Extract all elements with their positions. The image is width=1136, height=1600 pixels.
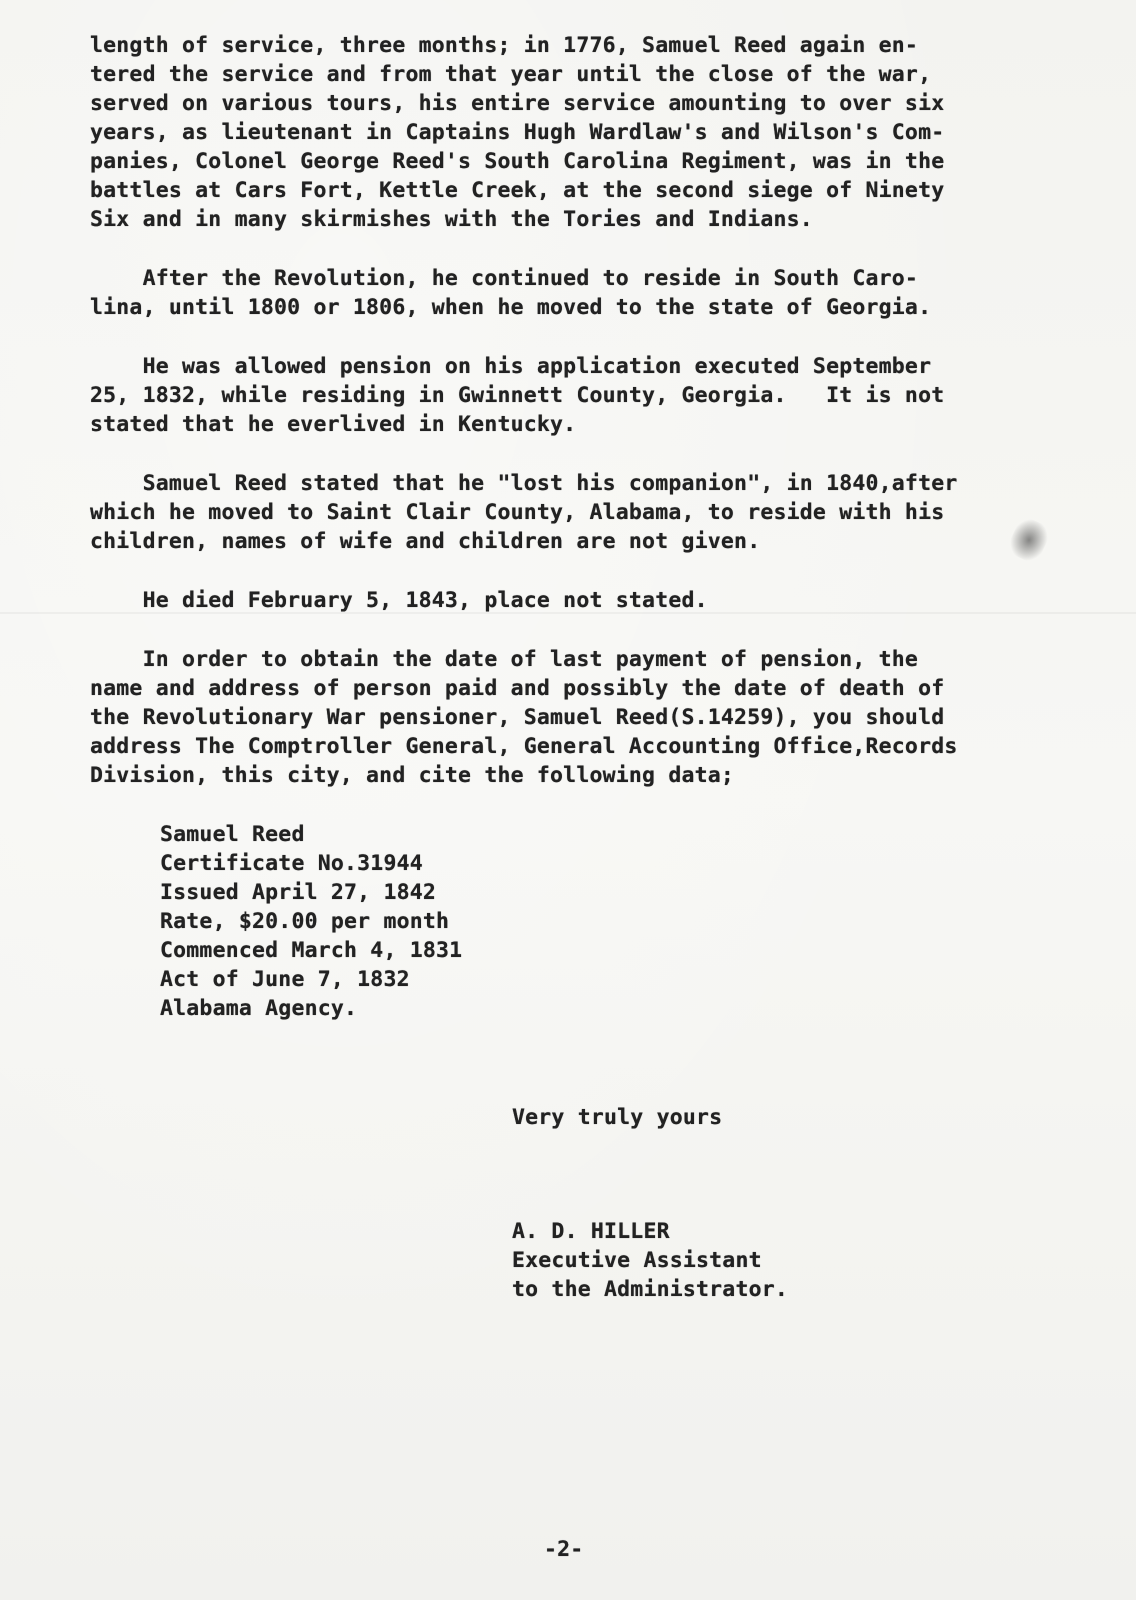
data-line: Certificate No.31944: [160, 851, 423, 876]
text-line: tered the service and from that year until the close of the war,: [90, 62, 932, 87]
text-line: stated that he everlived in Kentucky.: [90, 412, 577, 437]
text-line: the Revolutionary War pensioner, Samuel Reed(S.14259), you should: [90, 705, 945, 730]
ink-smudge: [1005, 515, 1053, 566]
signer-title: to the Administrator.: [512, 1277, 789, 1302]
text-line: address The Comptroller General, General Accounting Office,Records: [90, 734, 958, 759]
data-line: Act of June 7, 1832: [160, 967, 410, 992]
text-line: In order to obtain the date of last payment of pension, the: [90, 647, 919, 672]
text-line: Division, this city, and cite the following data;: [90, 763, 735, 788]
text-line: name and address of person paid and possibly the date of death of: [90, 676, 945, 701]
text-line: length of service, three months; in 1776, Samuel Reed again en-: [90, 33, 919, 58]
text-line: He died February 5, 1843, place not stated.: [90, 588, 708, 613]
text-line: He was allowed pension on his application executed September: [90, 354, 932, 379]
closing-salutation: Very truly yours: [512, 1105, 723, 1130]
text-line: lina, until 1800 or 1806, when he moved to the state of Georgia.: [90, 295, 932, 320]
text-line: children, names of wife and children are not given.: [90, 529, 761, 554]
text-line: served on various tours, his entire service amounting to over six: [90, 91, 945, 116]
text-line: Samuel Reed stated that he "lost his companion", in 1840,after: [90, 471, 958, 496]
data-line: Alabama Agency.: [160, 996, 358, 1021]
text-line: Six and in many skirmishes with the Tories and Indians.: [90, 207, 813, 232]
text-line: After the Revolution, he continued to reside in South Caro-: [90, 266, 919, 291]
data-line: Commenced March 4, 1831: [160, 938, 463, 963]
text-line: panies, Colonel George Reed's South Carolina Regiment, was in the: [90, 149, 945, 174]
text-line: battles at Cars Fort, Kettle Creek, at the second siege of Ninety: [90, 178, 945, 203]
text-line: which he moved to Saint Clair County, Alabama, to reside with his: [90, 500, 945, 525]
text-line: years, as lieutenant in Captains Hugh Wardlaw's and Wilson's Com-: [90, 120, 945, 145]
data-line: Issued April 27, 1842: [160, 880, 437, 905]
data-line: Samuel Reed: [160, 822, 305, 847]
signer-title: Executive Assistant: [512, 1248, 762, 1273]
signer-name: A. D. HILLER: [512, 1219, 670, 1244]
data-line: Rate, $20.00 per month: [160, 909, 450, 934]
text-line: 25, 1832, while residing in Gwinnett County, Georgia. It is not: [90, 383, 945, 408]
page-number: -2-: [544, 1537, 584, 1562]
